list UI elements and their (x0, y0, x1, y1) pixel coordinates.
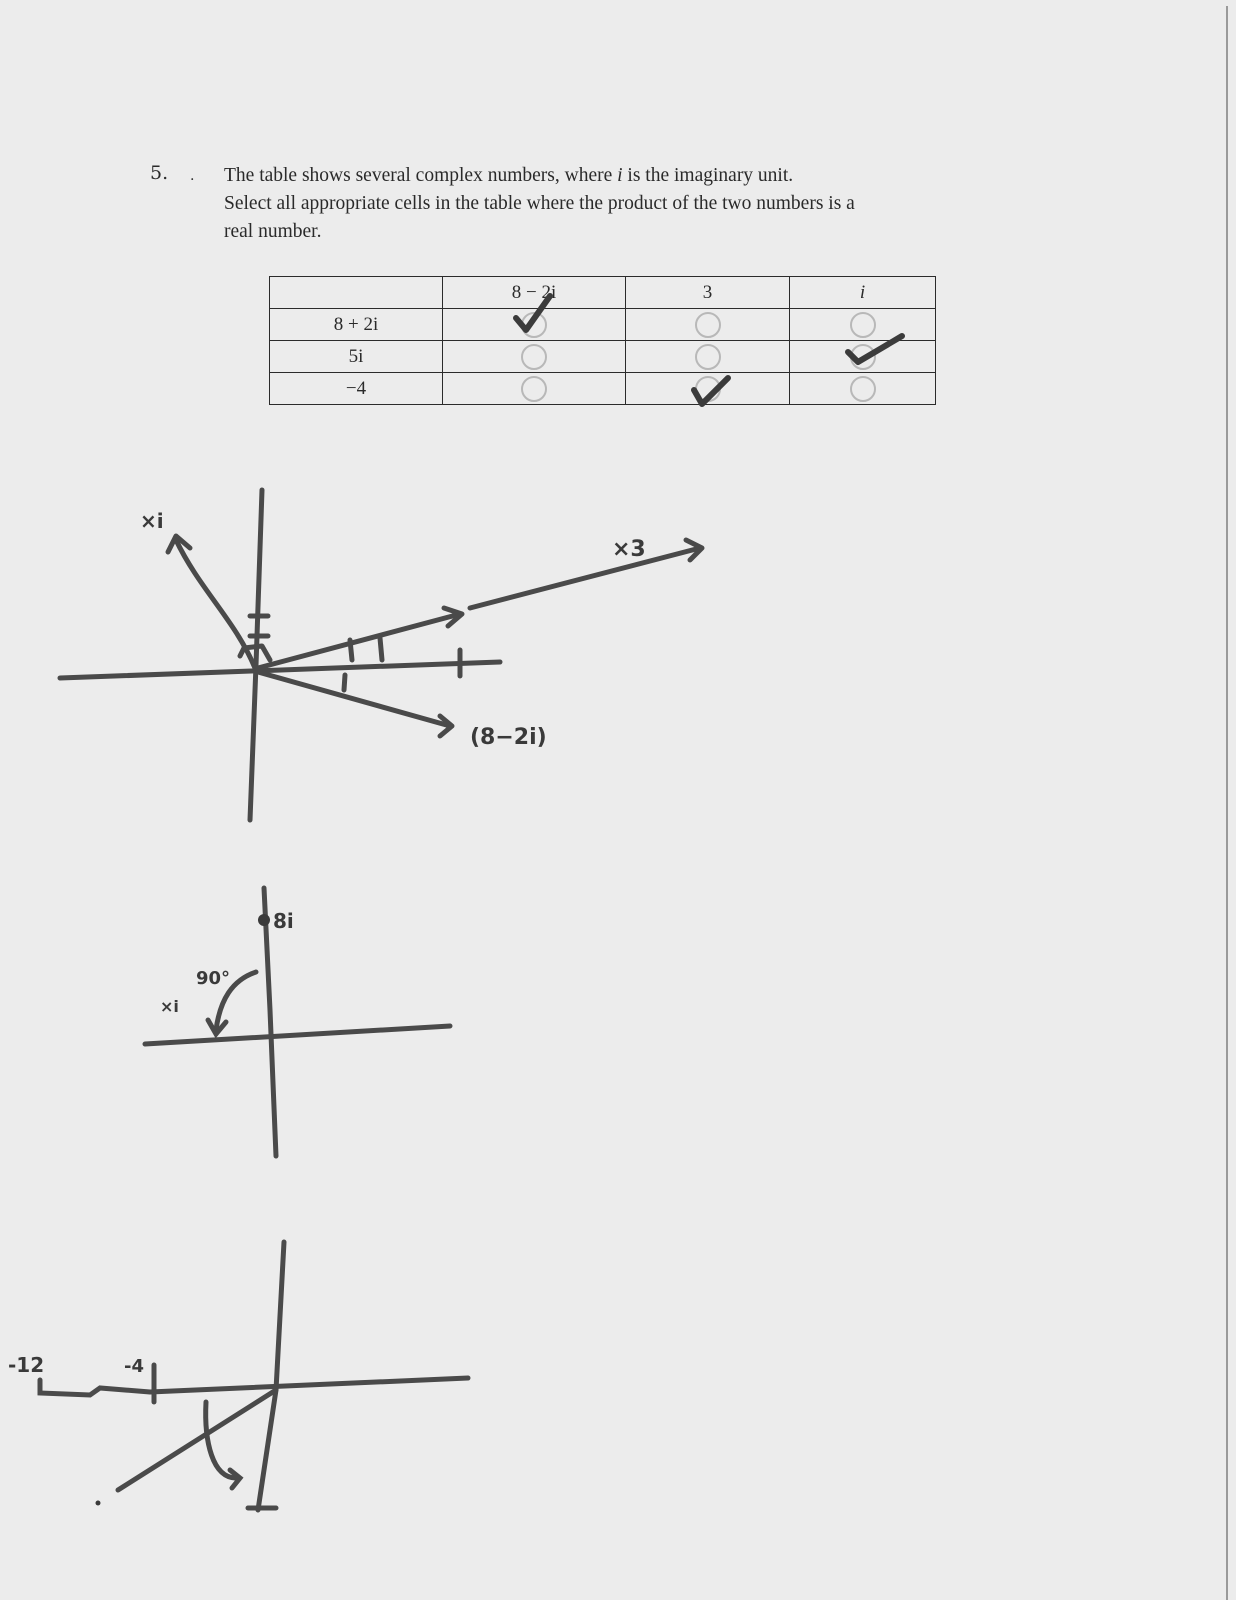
label-neg-4: -4 (124, 1356, 144, 1377)
label-times-i: ×i (140, 509, 164, 533)
header-row (270, 277, 936, 309)
cell-r3-c2[interactable] (626, 373, 790, 405)
radio-unselected[interactable] (850, 312, 876, 338)
label-neg-12: -12 (8, 1353, 45, 1377)
stray-mark: . (190, 168, 195, 184)
label-times-3: ×3 (612, 537, 646, 562)
cell-r2-c2[interactable] (626, 341, 790, 373)
cell-r3-c1[interactable] (443, 373, 626, 405)
cell-r3-c3[interactable] (790, 373, 936, 405)
radio-selected[interactable] (521, 312, 547, 338)
answer-table (269, 276, 936, 405)
prompt-line-1: The table shows several complex numbers, where i is the imaginary unit. (224, 165, 794, 186)
label-8i: 8i (273, 909, 294, 933)
cell-r2-c3[interactable] (790, 341, 936, 373)
sketch-complex-plane-2 (145, 888, 450, 1156)
label-90-degrees: 90° (196, 968, 231, 989)
row-label-5i: 5i (270, 341, 443, 373)
row-label-neg-4: −4 (270, 373, 443, 405)
sketch-complex-plane-3 (40, 1242, 468, 1510)
imag-axis (250, 490, 262, 820)
cell-r1-c2[interactable] (626, 309, 790, 341)
radio-unselected[interactable] (695, 312, 721, 338)
prompt-line-3: real number. (224, 221, 322, 242)
header-corner (270, 277, 443, 309)
radio-unselected[interactable] (521, 376, 547, 402)
real-axis (60, 662, 500, 678)
cell-r2-c1[interactable] (443, 341, 626, 373)
question-prompt (224, 162, 1084, 246)
row-label-8-plus-2i: 8 + 2i (270, 309, 443, 341)
cell-r1-c1[interactable] (443, 309, 626, 341)
header-i: i (790, 277, 936, 309)
label-8-minus-2i: (8−2i) (470, 725, 547, 750)
prompt-line-2: Select all appropriate cells in the table where the product of the two numbers is a (224, 193, 855, 214)
label-times-i-2: ×i (160, 997, 179, 1016)
table-row (270, 373, 936, 405)
table-row (270, 309, 936, 341)
radio-selected[interactable] (695, 376, 721, 402)
radio-selected[interactable] (850, 344, 876, 370)
radio-unselected[interactable] (695, 344, 721, 370)
header-3: 3 (626, 277, 790, 309)
header-8-minus-2i: 8 − 2i (443, 277, 626, 309)
radio-unselected[interactable] (850, 376, 876, 402)
table-row (270, 341, 936, 373)
page-edge (1226, 6, 1228, 1600)
question-number: 5. (150, 162, 169, 184)
radio-unselected[interactable] (521, 344, 547, 370)
cell-r1-c3[interactable] (790, 309, 936, 341)
